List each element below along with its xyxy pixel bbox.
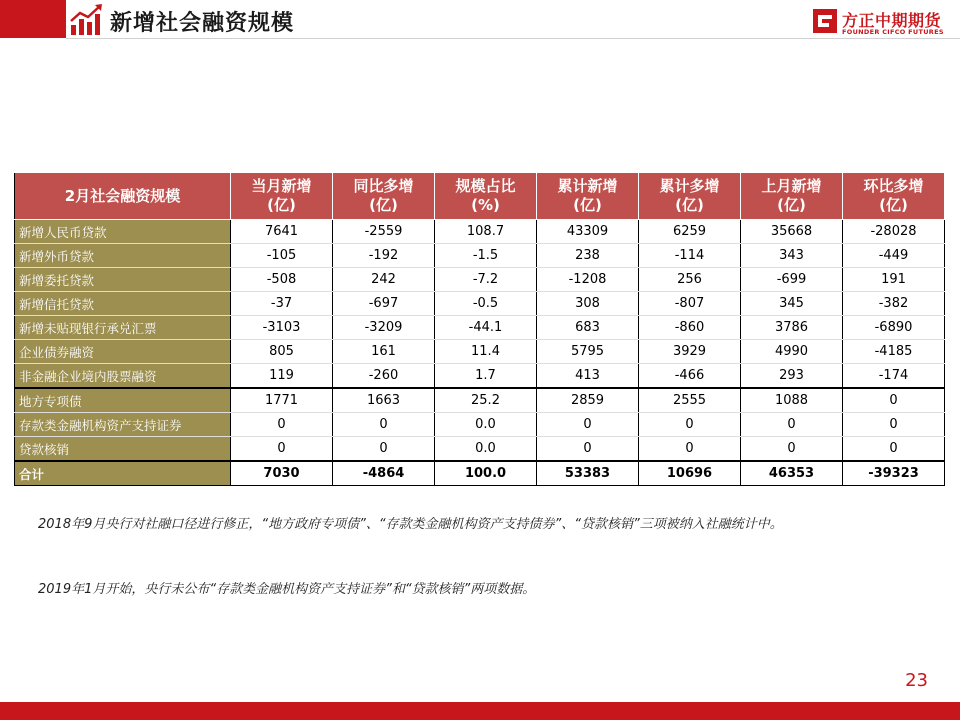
table-cell: 108.7	[435, 220, 537, 244]
table-cell: -1208	[537, 268, 639, 292]
table-cell: 0	[741, 437, 843, 462]
table-cell: 161	[333, 340, 435, 364]
table-cell: 256	[639, 268, 741, 292]
table-cell: 10696	[639, 461, 741, 486]
table-cell: 0.0	[435, 413, 537, 437]
table-cell: -28028	[843, 220, 945, 244]
table-cell: -697	[333, 292, 435, 316]
table-total-row	[15, 461, 945, 486]
table-cell: 2555	[639, 388, 741, 413]
table-cell: 1.7	[435, 364, 537, 389]
table-row	[15, 388, 945, 413]
table-cell: 3786	[741, 316, 843, 340]
row-label: 存款类金融机构资产支持证券	[15, 413, 231, 437]
table-cell: -3103	[231, 316, 333, 340]
table-cell: -6890	[843, 316, 945, 340]
table-cell: 413	[537, 364, 639, 389]
table-cell: 2859	[537, 388, 639, 413]
column-header: 规模占比 (%)	[435, 173, 537, 220]
table-cell: 0	[843, 413, 945, 437]
table-cell: 119	[231, 364, 333, 389]
column-header: 同比多增 (亿)	[333, 173, 435, 220]
table-cell: -1.5	[435, 244, 537, 268]
table-cell: 0	[639, 413, 741, 437]
table-cell: 1088	[741, 388, 843, 413]
table-corner-header: 2月社会融资规模	[15, 173, 231, 220]
table-cell: -192	[333, 244, 435, 268]
table-cell: 343	[741, 244, 843, 268]
table-cell: 0	[231, 413, 333, 437]
table-header-row	[15, 173, 945, 220]
table-cell: 46353	[741, 461, 843, 486]
table-cell: -44.1	[435, 316, 537, 340]
table-cell: -174	[843, 364, 945, 389]
table-cell: 0	[231, 437, 333, 462]
table-cell: -699	[741, 268, 843, 292]
table-cell: 1663	[333, 388, 435, 413]
column-header: 累计新增 (亿)	[537, 173, 639, 220]
column-header: 累计多增 (亿)	[639, 173, 741, 220]
row-label: 非金融企业境内股票融资	[15, 364, 231, 389]
header-accent-block	[0, 0, 66, 38]
table-row	[15, 413, 945, 437]
page-number: 23	[905, 670, 928, 691]
growth-chart-icon	[68, 3, 104, 37]
table-cell: 43309	[537, 220, 639, 244]
table-cell: -2559	[333, 220, 435, 244]
table-cell: -7.2	[435, 268, 537, 292]
table-cell: -466	[639, 364, 741, 389]
table-cell: 345	[741, 292, 843, 316]
table-row	[15, 340, 945, 364]
table-cell: 0	[537, 437, 639, 462]
social-financing-table	[14, 172, 945, 486]
table-row	[15, 268, 945, 292]
table-cell: 0	[333, 413, 435, 437]
header-divider	[66, 38, 960, 39]
table-cell: 100.0	[435, 461, 537, 486]
table-cell: 0.0	[435, 437, 537, 462]
table-cell: -37	[231, 292, 333, 316]
column-header: 环比多增 (亿)	[843, 173, 945, 220]
table-cell: 3929	[639, 340, 741, 364]
table-cell: -860	[639, 316, 741, 340]
table-cell: 25.2	[435, 388, 537, 413]
row-label: 新增未贴现银行承兑汇票	[15, 316, 231, 340]
table-row	[15, 244, 945, 268]
row-label: 贷款核销	[15, 437, 231, 462]
table-cell: 7641	[231, 220, 333, 244]
table-cell: -449	[843, 244, 945, 268]
table-cell: 7030	[231, 461, 333, 486]
table-cell: 308	[537, 292, 639, 316]
table-cell: 35668	[741, 220, 843, 244]
table-cell: -39323	[843, 461, 945, 486]
table-cell: -114	[639, 244, 741, 268]
table-cell: 238	[537, 244, 639, 268]
table-cell: 293	[741, 364, 843, 389]
footnote-1: 2018年9月央行对社融口径进行修正，“地方政府专项债”、“存款类金融机构资产支持债券”、“贷款核销”三项被纳入社融统计中。	[38, 517, 783, 532]
founder-logo-icon	[812, 8, 838, 34]
row-label: 新增委托贷款	[15, 268, 231, 292]
table-cell: -508	[231, 268, 333, 292]
table-cell: -260	[333, 364, 435, 389]
row-label: 地方专项债	[15, 388, 231, 413]
table-cell: 1771	[231, 388, 333, 413]
table-cell: 4990	[741, 340, 843, 364]
footnote-2: 2019年1月开始，央行未公布“存款类金融机构资产支持证券”和“贷款核销”两项数据。	[38, 582, 536, 597]
table-cell: 805	[231, 340, 333, 364]
row-label: 新增信托贷款	[15, 292, 231, 316]
logo-text-cn: 方正中期期货	[842, 11, 942, 30]
table-cell: 191	[843, 268, 945, 292]
column-header: 上月新增 (亿)	[741, 173, 843, 220]
table-cell: -807	[639, 292, 741, 316]
row-label: 企业债券融资	[15, 340, 231, 364]
table-row	[15, 364, 945, 389]
table-cell: -4185	[843, 340, 945, 364]
table-cell: 0	[333, 437, 435, 462]
page-title: 新增社会融资规模	[110, 11, 295, 36]
table-row	[15, 437, 945, 462]
table-cell: 5795	[537, 340, 639, 364]
column-header: 当月新增 (亿)	[231, 173, 333, 220]
table-cell: 0	[639, 437, 741, 462]
row-label: 合计	[15, 461, 231, 486]
table-cell: -0.5	[435, 292, 537, 316]
table-cell: 0	[843, 388, 945, 413]
row-label: 新增人民币贷款	[15, 220, 231, 244]
table-cell: -105	[231, 244, 333, 268]
table-row	[15, 316, 945, 340]
table-cell: 6259	[639, 220, 741, 244]
table-cell: 0	[741, 413, 843, 437]
row-label: 新增外币贷款	[15, 244, 231, 268]
table-cell: 53383	[537, 461, 639, 486]
table-cell: 11.4	[435, 340, 537, 364]
logo-text-en: FOUNDER CIFCO FUTURES	[842, 28, 944, 36]
table-cell: -382	[843, 292, 945, 316]
footer-bar	[0, 702, 960, 720]
table-cell: 0	[843, 437, 945, 462]
table-cell: -4864	[333, 461, 435, 486]
company-logo	[812, 8, 952, 38]
table-cell: 0	[537, 413, 639, 437]
table-row	[15, 220, 945, 244]
table-cell: 683	[537, 316, 639, 340]
table-row	[15, 292, 945, 316]
table-cell: 242	[333, 268, 435, 292]
table-cell: -3209	[333, 316, 435, 340]
